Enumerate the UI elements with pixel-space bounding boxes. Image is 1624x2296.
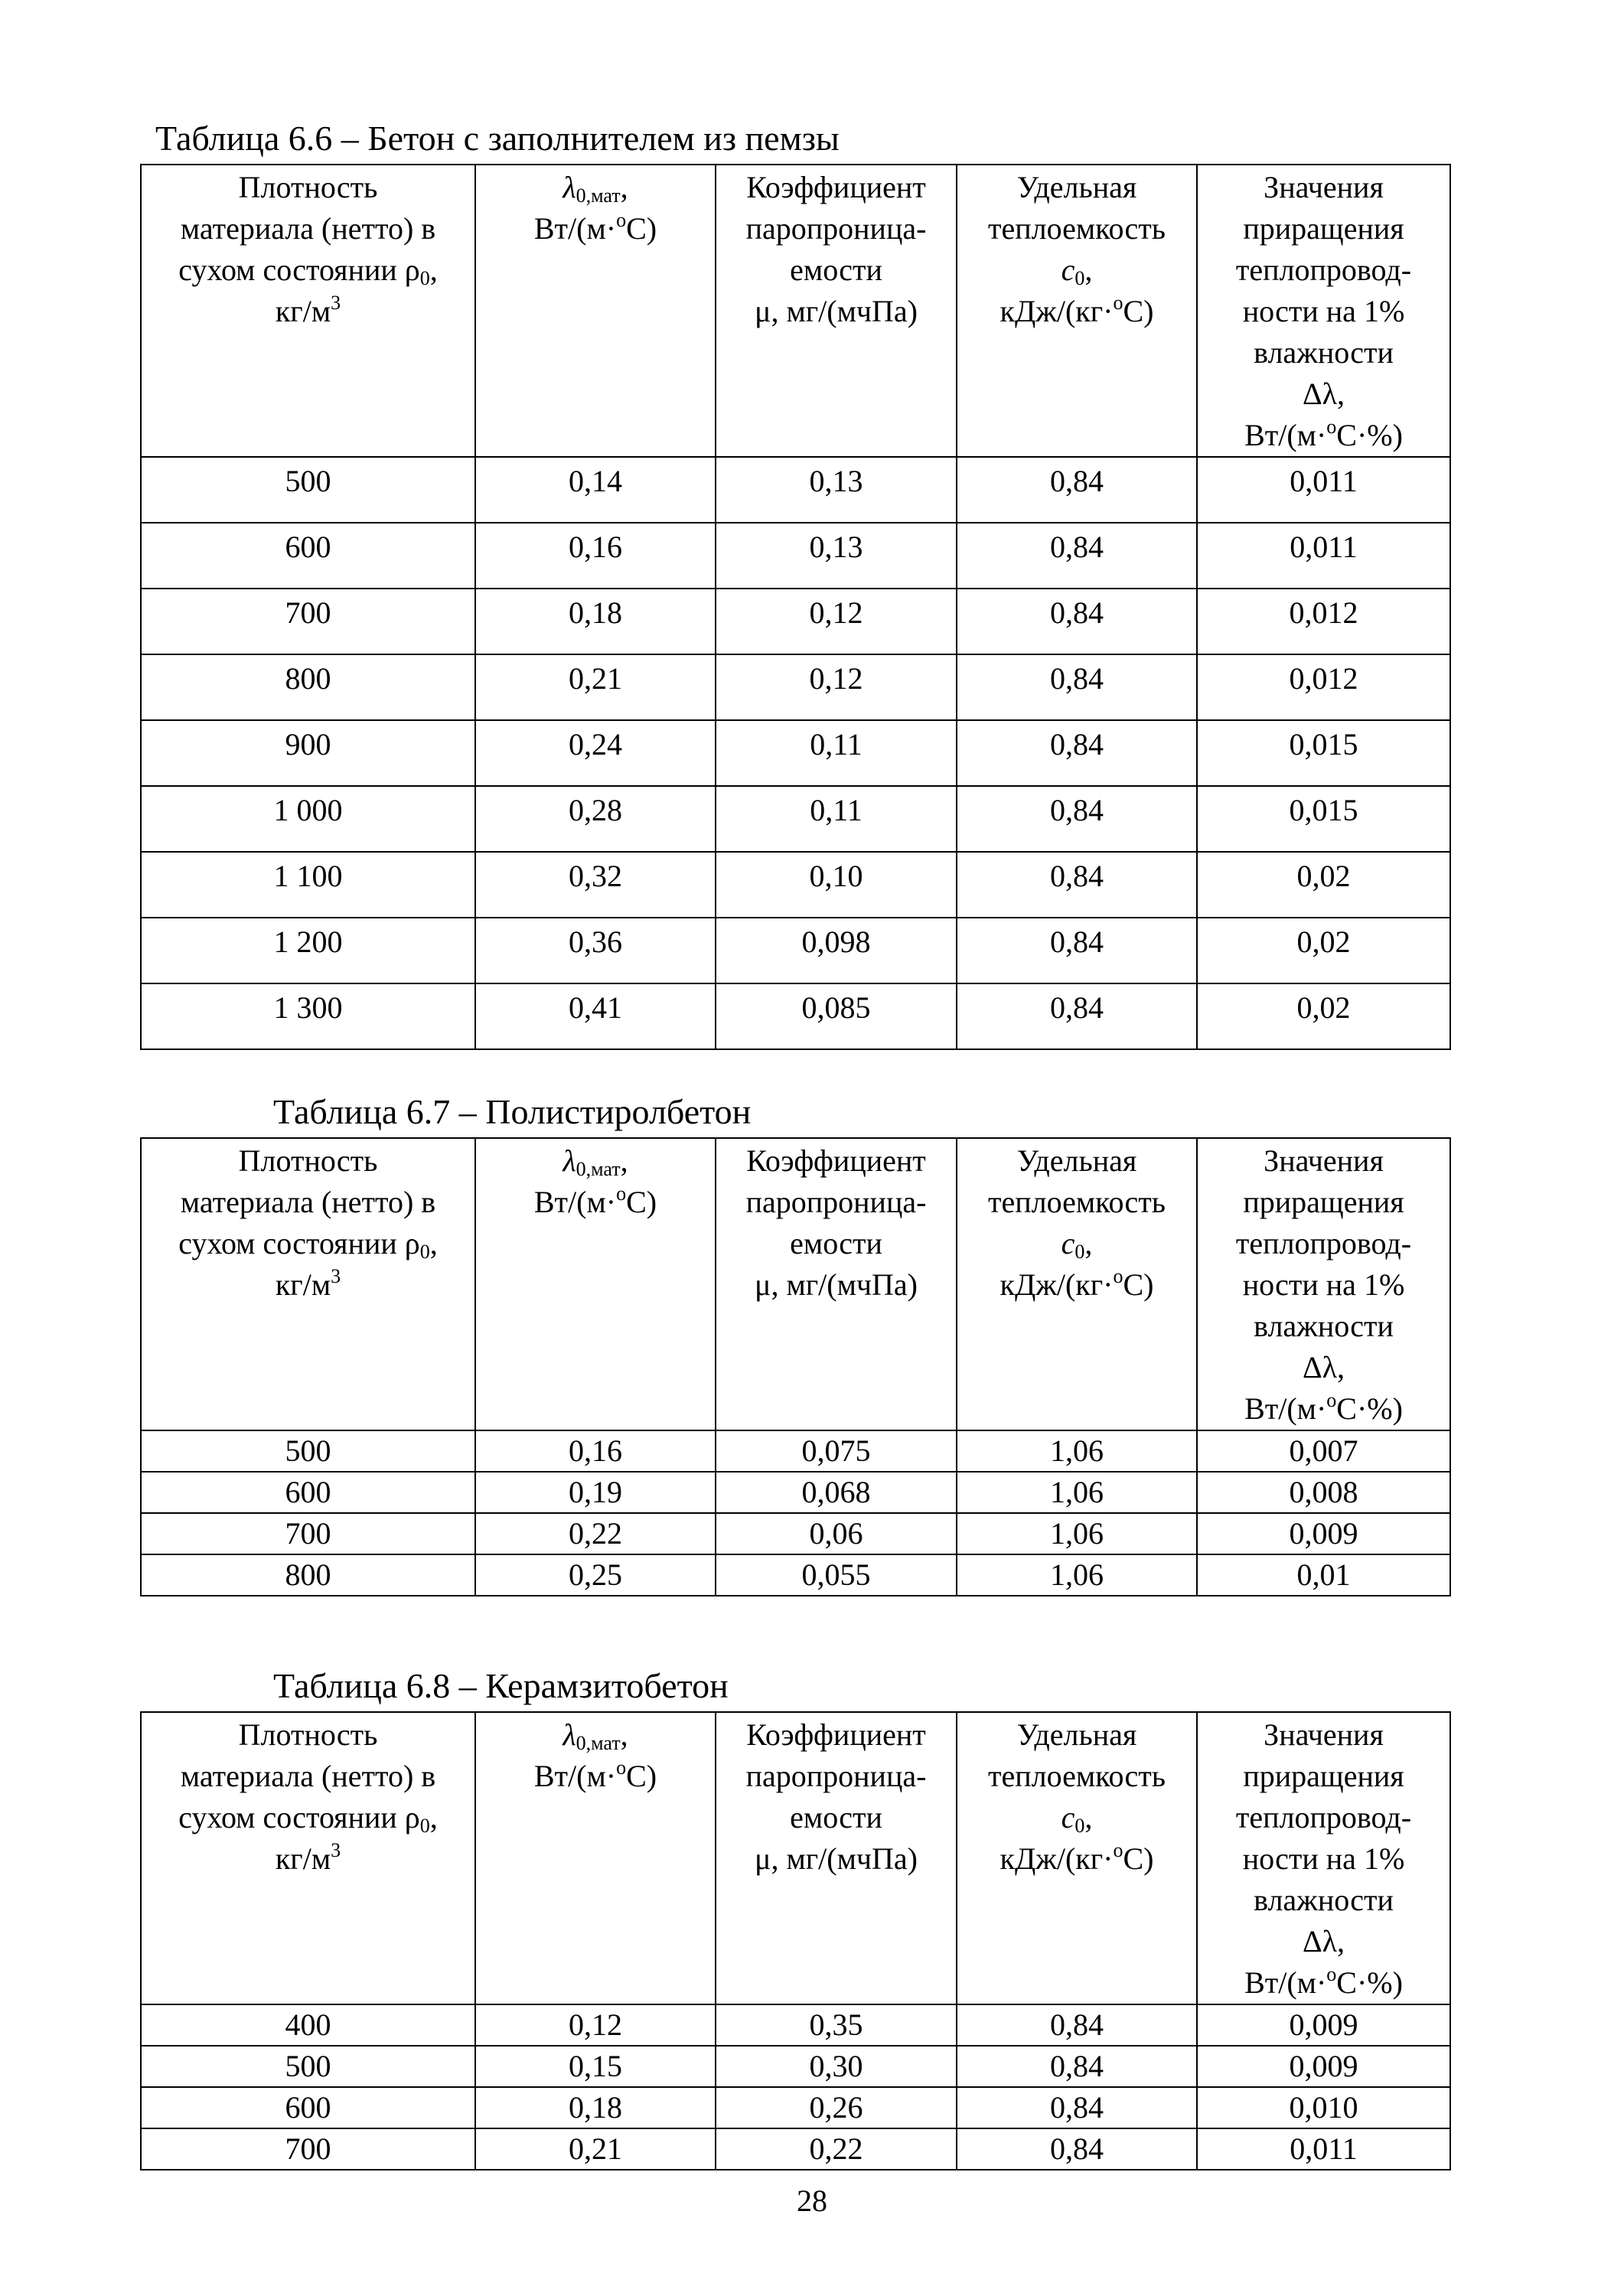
table-cell: 0,22	[716, 2128, 957, 2170]
header-line	[479, 167, 712, 208]
table-cell: 0,35	[716, 2004, 957, 2046]
header-line	[719, 1756, 953, 1797]
header-text: сухом состоянии ρ	[178, 1226, 420, 1261]
table-cell: 0,18	[475, 589, 716, 654]
header-text: Вт/(м·	[533, 1759, 617, 1793]
table-cell: 0,84	[957, 786, 1197, 852]
header-text: С·%)	[1336, 1391, 1403, 1426]
table-cell: 700	[141, 2128, 475, 2170]
table-cell: 0,84	[957, 2046, 1197, 2087]
table-cell: 0,15	[475, 2046, 716, 2087]
header-line	[1201, 167, 1446, 208]
header-text: приращения	[1243, 1759, 1404, 1793]
page-number: 28	[797, 2183, 827, 2218]
table-cell: 0,84	[957, 2128, 1197, 2170]
header-heat-capacity	[957, 165, 1197, 457]
table-cell: 0,008	[1197, 1472, 1450, 1513]
table-cell: 0,009	[1197, 2046, 1450, 2087]
header-text: С)	[626, 1185, 657, 1219]
table-cell: 0,011	[1197, 2128, 1450, 2170]
header-conductivity	[475, 1138, 716, 1430]
header-line	[145, 1797, 471, 1838]
header-line	[960, 291, 1193, 332]
header-text: ности на 1%	[1242, 1267, 1405, 1302]
header-heat-capacity	[957, 1138, 1197, 1430]
table-cell: 0,14	[475, 457, 716, 523]
header-text: с	[1061, 253, 1075, 287]
table-6-7	[140, 1137, 1451, 1596]
header-text: С)	[626, 1759, 657, 1793]
header-text: кг/м	[275, 1267, 331, 1302]
table-cell: 0,068	[716, 1472, 957, 1513]
header-text: сухом состоянии ρ	[178, 1800, 420, 1835]
header-line	[145, 1182, 471, 1223]
header-text: кг/м	[275, 1841, 331, 1876]
header-text: С)	[1123, 1267, 1154, 1302]
table-cell: 0,26	[716, 2087, 957, 2128]
header-text: o	[616, 1182, 627, 1205]
table-cell: 0,055	[716, 1554, 957, 1596]
header-text: o	[616, 1756, 627, 1779]
header-conductivity	[475, 1712, 716, 2004]
table-cell: 0,011	[1197, 523, 1450, 589]
header-line	[145, 208, 471, 249]
header-line	[1201, 1306, 1446, 1347]
header-line	[960, 1264, 1193, 1306]
header-row	[141, 1712, 1450, 2004]
header-text: теплопровод-	[1235, 1800, 1412, 1835]
header-line	[145, 1714, 471, 1756]
table-cell: 0,075	[716, 1430, 957, 1472]
header-text: кг/м	[275, 294, 331, 328]
header-text: ,	[1084, 253, 1093, 287]
header-text: ности на 1%	[1242, 1841, 1405, 1876]
header-text: емости	[790, 1226, 882, 1261]
header-line	[1201, 1921, 1446, 1962]
header-text: Значения	[1264, 1143, 1384, 1178]
header-line	[1201, 1797, 1446, 1838]
table-cell: 0,21	[475, 2128, 716, 2170]
table-cell: 0,02	[1197, 918, 1450, 983]
header-text: Удельная	[1016, 1143, 1137, 1178]
header-text: Вт/(м·	[533, 211, 617, 246]
header-text: с	[1061, 1226, 1075, 1261]
header-text: o	[1113, 1265, 1123, 1287]
header-text: Значения	[1264, 170, 1384, 204]
header-text: ности на 1%	[1242, 294, 1405, 328]
header-line	[719, 208, 953, 249]
table-cell: 0,24	[475, 720, 716, 786]
header-line	[479, 1756, 712, 1797]
table-row	[141, 1554, 1450, 1596]
table-row	[141, 852, 1450, 918]
header-text: Вт/(м·	[1244, 418, 1327, 452]
table-cell: 0,84	[957, 918, 1197, 983]
header-text: кДж/(кг·	[1000, 1267, 1114, 1302]
table-cell: 0,18	[475, 2087, 716, 2128]
header-line	[145, 1223, 471, 1264]
table-cell: 1 100	[141, 852, 475, 918]
table-cell: 600	[141, 523, 475, 589]
header-text: Вт/(м·	[1244, 1391, 1327, 1426]
header-text: λ	[563, 1717, 576, 1752]
header-line	[960, 1756, 1193, 1797]
header-text: ,	[429, 1226, 438, 1261]
header-text: 0	[419, 1241, 430, 1263]
header-text: Δλ,	[1302, 1924, 1345, 1958]
table-row	[141, 457, 1450, 523]
table-cell: 0,085	[716, 983, 957, 1049]
header-text: o	[1326, 1389, 1337, 1411]
header-text: кДж/(кг·	[1000, 1841, 1114, 1876]
header-line	[145, 1838, 471, 1880]
header-text: Коэффициент	[746, 1717, 926, 1752]
header-text: Плотность	[238, 170, 378, 204]
header-line	[1201, 291, 1446, 332]
header-text: паропроница-	[745, 1185, 927, 1219]
header-row	[141, 165, 1450, 457]
table-cell: 0,009	[1197, 1513, 1450, 1554]
header-density	[141, 1712, 475, 2004]
header-line	[719, 1140, 953, 1182]
header-text: Плотность	[238, 1143, 378, 1178]
header-text: ,	[429, 253, 438, 287]
header-line	[960, 208, 1193, 249]
table-6-8-caption: Таблица 6.8 – Керамзитобетон	[273, 1666, 729, 1705]
table-cell: 0,009	[1197, 2004, 1450, 2046]
header-text: 3	[331, 1265, 341, 1287]
header-line	[145, 1756, 471, 1797]
header-text: μ, мг/(мчПа)	[755, 1841, 918, 1876]
header-text: μ, мг/(мчПа)	[755, 1267, 918, 1302]
header-text: μ, мг/(мчПа)	[755, 294, 918, 328]
table-cell: 0,098	[716, 918, 957, 983]
table-cell: 0,84	[957, 720, 1197, 786]
header-text: с	[1061, 1800, 1075, 1835]
table-cell: 800	[141, 654, 475, 720]
table-cell: 600	[141, 1472, 475, 1513]
header-line	[960, 1223, 1193, 1264]
header-text: 0,мат	[576, 1158, 621, 1180]
header-vapor-permeability	[716, 165, 957, 457]
header-text: С)	[626, 211, 657, 246]
table-cell: 0,28	[475, 786, 716, 852]
header-text: Значения	[1264, 1717, 1384, 1752]
header-line	[960, 1140, 1193, 1182]
table-cell: 0,02	[1197, 852, 1450, 918]
table-cell: 600	[141, 2087, 475, 2128]
header-line	[719, 1797, 953, 1838]
header-text: 0	[1075, 1241, 1085, 1263]
header-text: o	[1326, 1963, 1337, 1985]
header-text: 0	[1075, 267, 1085, 289]
table-row	[141, 2004, 1450, 2046]
header-line	[960, 1714, 1193, 1756]
header-text: 3	[331, 1839, 341, 1861]
table-row	[141, 720, 1450, 786]
header-text: Коэффициент	[746, 170, 926, 204]
table-cell: 0,84	[957, 523, 1197, 589]
header-vapor-permeability	[716, 1138, 957, 1430]
header-line	[1201, 1962, 1446, 2004]
header-text: теплоемкость	[987, 1759, 1166, 1793]
header-text: 0	[419, 1815, 430, 1837]
header-text: С·%)	[1336, 1965, 1403, 2000]
table-cell: 0,84	[957, 457, 1197, 523]
table-cell: 700	[141, 589, 475, 654]
header-line	[479, 1182, 712, 1223]
header-line	[145, 291, 471, 332]
header-line	[479, 1140, 712, 1182]
table-row	[141, 918, 1450, 983]
header-text: ,	[620, 1717, 628, 1752]
table-cell: 0,25	[475, 1554, 716, 1596]
header-text: ,	[1084, 1226, 1093, 1261]
header-text: Вт/(м·	[1244, 1965, 1327, 2000]
header-line	[1201, 1838, 1446, 1880]
table-cell: 0,84	[957, 852, 1197, 918]
header-text: паропроница-	[745, 1759, 927, 1793]
header-line	[719, 1838, 953, 1880]
header-text: o	[1326, 416, 1337, 438]
header-line	[479, 208, 712, 249]
table-cell: 500	[141, 2046, 475, 2087]
table-cell: 0,84	[957, 983, 1197, 1049]
header-line	[960, 1797, 1193, 1838]
table-6-7-caption: Таблица 6.7 – Полистиролбетон	[273, 1092, 752, 1131]
header-text: Плотность	[238, 1717, 378, 1752]
header-text: материала (нетто) в	[180, 1759, 436, 1793]
header-text: 0,мат	[576, 1732, 621, 1754]
table-6-6-caption: Таблица 6.6 – Бетон с заполнителем из пемзы	[155, 119, 840, 158]
header-row	[141, 1138, 1450, 1430]
header-text: 0	[419, 267, 430, 289]
header-line	[719, 1182, 953, 1223]
header-text: Удельная	[1016, 1717, 1137, 1752]
header-density	[141, 165, 475, 457]
header-text: влажности	[1254, 1883, 1394, 1917]
table-6-6	[140, 164, 1451, 1050]
header-text: ,	[1084, 1800, 1093, 1835]
table-cell: 0,012	[1197, 654, 1450, 720]
table-cell: 700	[141, 1513, 475, 1554]
table-cell: 0,01	[1197, 1554, 1450, 1596]
header-line	[1201, 373, 1446, 415]
table-cell: 0,13	[716, 457, 957, 523]
header-text: ,	[620, 170, 628, 204]
table-cell: 0,015	[1197, 720, 1450, 786]
header-line	[1201, 1347, 1446, 1388]
table-cell: 0,41	[475, 983, 716, 1049]
table-cell: 0,12	[716, 589, 957, 654]
header-line	[145, 1140, 471, 1182]
header-line	[960, 1838, 1193, 1880]
header-text: 0	[1075, 1815, 1085, 1837]
header-text: Коэффициент	[746, 1143, 926, 1178]
table-cell: 0,11	[716, 786, 957, 852]
table-row	[141, 1513, 1450, 1554]
header-line	[719, 167, 953, 208]
header-text: Δλ,	[1302, 1350, 1345, 1384]
table-cell: 0,02	[1197, 983, 1450, 1049]
header-text: кДж/(кг·	[1000, 294, 1114, 328]
header-text: сухом состоянии ρ	[178, 253, 420, 287]
table-cell: 0,10	[716, 852, 957, 918]
header-text: Δλ,	[1302, 377, 1345, 411]
header-conductivity-increment	[1197, 1712, 1450, 2004]
table-cell: 0,012	[1197, 589, 1450, 654]
header-text: емости	[790, 1800, 882, 1835]
header-text: материала (нетто) в	[180, 211, 436, 246]
table-row	[141, 2046, 1450, 2087]
table-cell: 1 300	[141, 983, 475, 1049]
table-row	[141, 589, 1450, 654]
table-row	[141, 2087, 1450, 2128]
header-text: 3	[331, 292, 341, 314]
table-cell: 0,12	[716, 654, 957, 720]
table-row	[141, 654, 1450, 720]
table-row	[141, 1472, 1450, 1513]
table-cell: 0,84	[957, 589, 1197, 654]
header-text: ,	[620, 1143, 628, 1178]
header-text: теплоемкость	[987, 1185, 1166, 1219]
header-text: теплоемкость	[987, 211, 1166, 246]
header-text: С)	[1123, 1841, 1154, 1876]
table-row	[141, 786, 1450, 852]
header-line	[960, 167, 1193, 208]
header-conductivity-increment	[1197, 1138, 1450, 1430]
header-line	[960, 249, 1193, 291]
table-cell: 1,06	[957, 1472, 1197, 1513]
table-cell: 0,32	[475, 852, 716, 918]
table-cell: 0,84	[957, 654, 1197, 720]
header-text: С·%)	[1336, 418, 1403, 452]
table-cell: 500	[141, 1430, 475, 1472]
table-cell: 0,84	[957, 2004, 1197, 2046]
header-text: теплопровод-	[1235, 1226, 1412, 1261]
header-text: o	[1113, 292, 1123, 314]
table-cell: 0,015	[1197, 786, 1450, 852]
header-line	[719, 1223, 953, 1264]
header-text: С)	[1123, 294, 1154, 328]
table-cell: 0,010	[1197, 2087, 1450, 2128]
table-cell: 400	[141, 2004, 475, 2046]
table-cell: 1 000	[141, 786, 475, 852]
header-text: паропроница-	[745, 211, 927, 246]
header-line	[1201, 1388, 1446, 1430]
table-cell: 900	[141, 720, 475, 786]
table-cell: 0,007	[1197, 1430, 1450, 1472]
header-conductivity	[475, 165, 716, 457]
header-line	[1201, 249, 1446, 291]
table-cell: 0,30	[716, 2046, 957, 2087]
table-cell: 0,06	[716, 1513, 957, 1554]
table-row	[141, 1430, 1450, 1472]
header-line	[479, 1714, 712, 1756]
header-text: o	[1113, 1839, 1123, 1861]
header-line	[1201, 1880, 1446, 1921]
table-cell: 800	[141, 1554, 475, 1596]
header-text: приращения	[1243, 1185, 1404, 1219]
header-text: Удельная	[1016, 170, 1137, 204]
header-text: материала (нетто) в	[180, 1185, 436, 1219]
table-row	[141, 983, 1450, 1049]
header-line	[719, 249, 953, 291]
table-cell: 0,22	[475, 1513, 716, 1554]
header-text: 0,мат	[576, 184, 621, 207]
table-cell: 0,13	[716, 523, 957, 589]
header-line	[145, 1264, 471, 1306]
header-text: Вт/(м·	[533, 1185, 617, 1219]
header-text: ,	[429, 1800, 438, 1835]
table-row	[141, 523, 1450, 589]
header-vapor-permeability	[716, 1712, 957, 2004]
table-6-8	[140, 1711, 1451, 2170]
table-cell: 0,011	[1197, 457, 1450, 523]
header-text: влажности	[1254, 1309, 1394, 1343]
table-cell: 1,06	[957, 1513, 1197, 1554]
header-line	[960, 1182, 1193, 1223]
table-cell: 1,06	[957, 1430, 1197, 1472]
table-row	[141, 2128, 1450, 2170]
table-cell: 0,36	[475, 918, 716, 983]
header-text: влажности	[1254, 335, 1394, 370]
table-cell: 0,11	[716, 720, 957, 786]
table-cell: 0,16	[475, 523, 716, 589]
header-line	[1201, 1223, 1446, 1264]
header-line	[1201, 415, 1446, 456]
header-line	[145, 167, 471, 208]
table-cell: 0,21	[475, 654, 716, 720]
header-text: емости	[790, 253, 882, 287]
header-text: теплопровод-	[1235, 253, 1412, 287]
table-cell: 500	[141, 457, 475, 523]
header-conductivity-increment	[1197, 165, 1450, 457]
table-cell: 0,84	[957, 2087, 1197, 2128]
table-cell: 0,19	[475, 1472, 716, 1513]
header-line	[719, 1714, 953, 1756]
header-text: приращения	[1243, 211, 1404, 246]
table-cell: 1 200	[141, 918, 475, 983]
header-line	[719, 1264, 953, 1306]
table-cell: 1,06	[957, 1554, 1197, 1596]
header-line	[145, 249, 471, 291]
header-heat-capacity	[957, 1712, 1197, 2004]
header-line	[1201, 332, 1446, 373]
header-text: o	[616, 209, 627, 231]
table-cell: 0,12	[475, 2004, 716, 2046]
header-density	[141, 1138, 475, 1430]
header-line	[1201, 1714, 1446, 1756]
header-line	[1201, 1264, 1446, 1306]
header-line	[1201, 1756, 1446, 1797]
header-text: λ	[563, 170, 576, 204]
table-cell: 0,16	[475, 1430, 716, 1472]
header-text: λ	[563, 1143, 576, 1178]
header-line	[719, 291, 953, 332]
header-line	[1201, 1182, 1446, 1223]
header-line	[1201, 208, 1446, 249]
header-line	[1201, 1140, 1446, 1182]
